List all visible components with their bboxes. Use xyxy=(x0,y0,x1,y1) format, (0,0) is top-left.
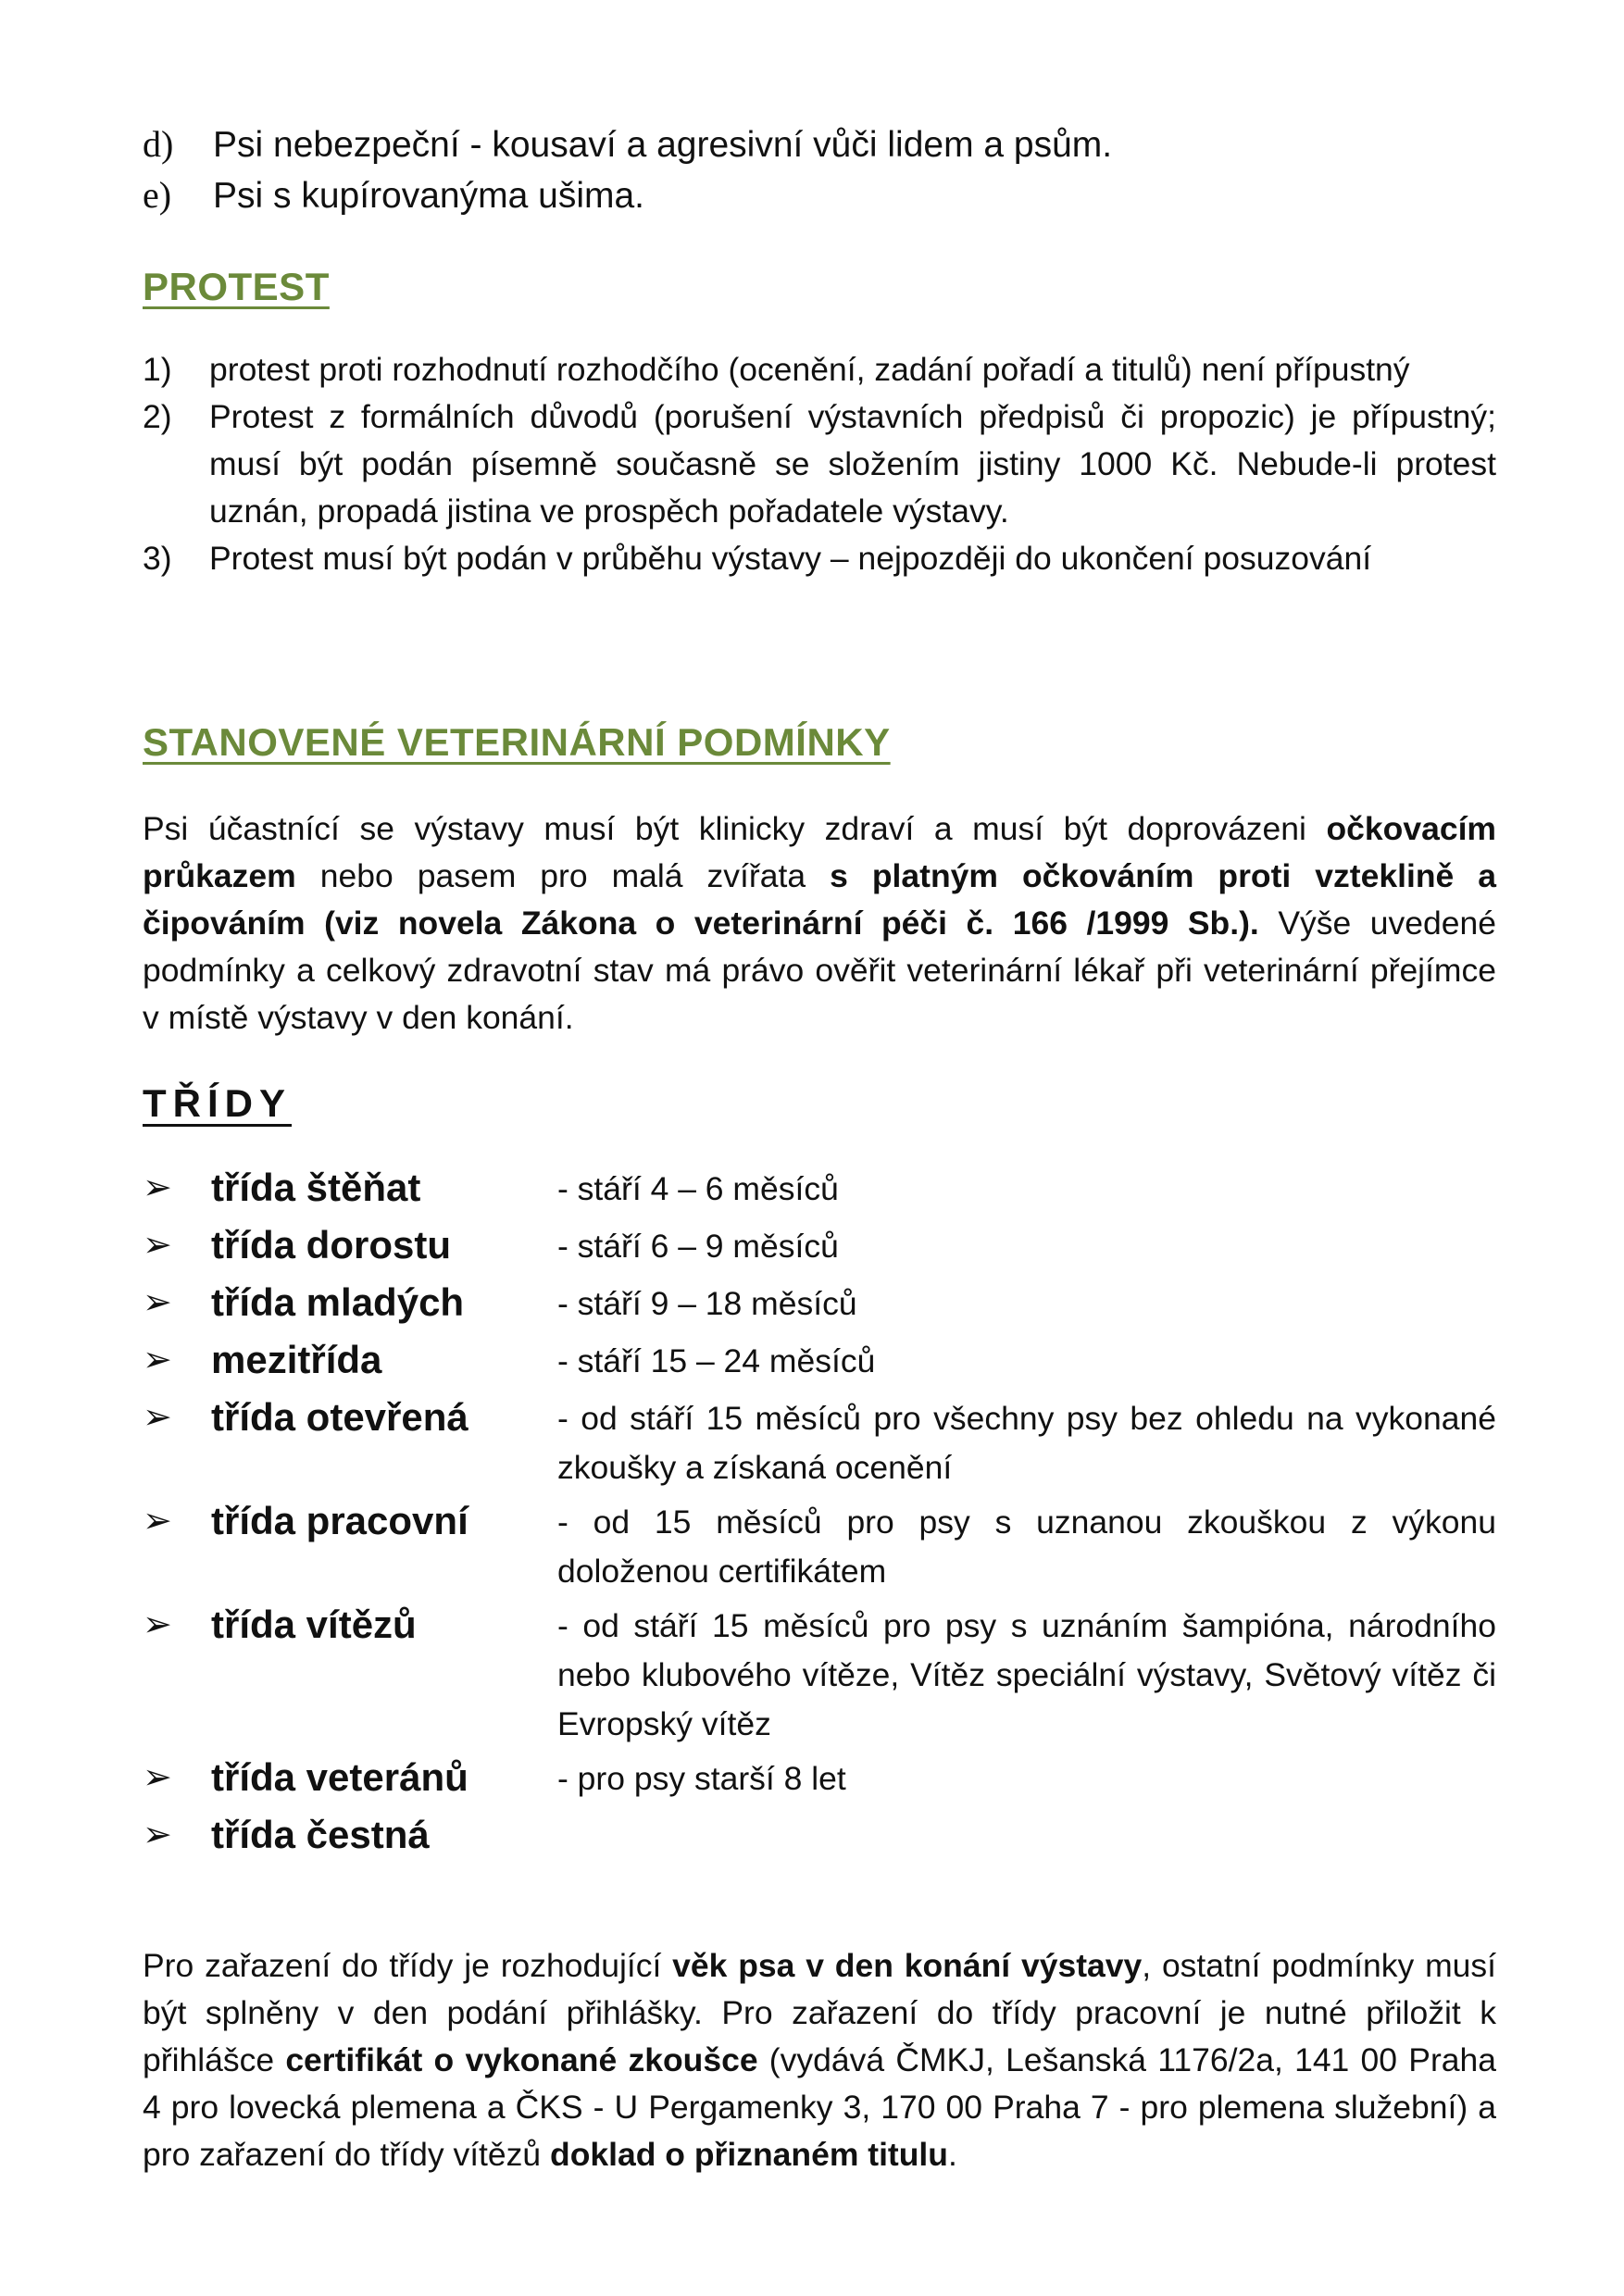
exclusion-list xyxy=(143,122,1494,224)
class-name: třída štěňat xyxy=(211,1166,421,1209)
classes-list xyxy=(143,1159,1496,1864)
list-item xyxy=(143,346,1496,393)
list-text: Protest musí být podán v průběhu výstavy – nejpozději do ukončení posuzování xyxy=(209,540,1372,577)
bold-run: certifikát o vykonané zkoušce xyxy=(285,2041,758,2078)
class-description: - stáří 15 – 24 měsíců xyxy=(557,1342,876,1379)
list-text: Psi nebezpeční - kousaví a agresivní vůči lidem a psům. xyxy=(213,125,1113,165)
class-assignment-paragraph xyxy=(143,1942,1496,2178)
bold-run: s platným očkováním proti vzteklině a čipováním (viz novela Zákona o veterinární péči č. 166 /1999 Sb.). xyxy=(143,857,1496,942)
list-marker: e) xyxy=(143,174,172,216)
arrow-bullet-icon: ➢ xyxy=(143,1341,172,1379)
arrow-bullet-icon: ➢ xyxy=(143,1398,172,1437)
arrow-bullet-icon: ➢ xyxy=(143,1758,172,1797)
arrow-bullet-icon: ➢ xyxy=(143,1168,172,1207)
class-name: třída otevřená xyxy=(211,1395,468,1439)
text-run: Psi účastnící se výstavy musí být klinicky zdraví a musí být doprovázeni xyxy=(143,810,1327,847)
list-item xyxy=(143,535,1496,582)
text-run: (vydává ČMKJ, Lešanská 1176/2a, 141 00 Praha 4 pro lovecká plemena a ČKS - U Pergamenky 3, 170 00 Praha 7 - pro plemena služební) a pro zařazení do třídy vítězů xyxy=(143,2041,1496,2173)
class-description: - stáří 4 – 6 měsíců xyxy=(557,1170,839,1207)
arrow-bullet-icon: ➢ xyxy=(143,1605,172,1644)
text-run: nebo pasem pro malá zvířata xyxy=(295,857,831,894)
text-run: , ostatní podmínky musí být splněny v den podání přihlášky. Pro zařazení do třídy pracovní je nutné přiložit k přihlášce xyxy=(143,1947,1496,2078)
list-item xyxy=(143,393,1496,535)
arrow-bullet-icon: ➢ xyxy=(143,1502,172,1541)
text-run: . xyxy=(947,2136,957,2173)
list-text: protest proti rozhodnutí rozhodčího (ocenění, zadání pořadí a titulů) není přípustný xyxy=(209,351,1410,388)
protest-heading: PROTEST xyxy=(143,265,330,308)
class-description: - stáří 9 – 18 měsíců xyxy=(557,1285,857,1322)
class-description: - stáří 6 – 9 měsíců xyxy=(557,1228,839,1265)
arrow-bullet-icon: ➢ xyxy=(143,1283,172,1322)
vet-conditions-heading: STANOVENÉ VETERINÁRNÍ PODMÍNKY xyxy=(143,720,891,764)
class-row xyxy=(143,1159,1496,1217)
bold-run: doklad o přiznaném titulu xyxy=(550,2136,948,2173)
class-description: - od stáří 15 měsíců pro všechny psy bez ohledu na vykonané zkoušky a získaná ocenění xyxy=(557,1400,1496,1486)
text-run: Pro zařazení do třídy je rozhodující xyxy=(143,1947,673,1984)
class-row xyxy=(143,1389,1496,1492)
class-row xyxy=(143,1274,1496,1331)
class-description: - pro psy starší 8 let xyxy=(557,1760,846,1797)
classes-heading: TŘÍDY xyxy=(143,1081,292,1125)
class-name: třída pracovní xyxy=(211,1499,468,1542)
bold-run: věk psa v den konání výstavy xyxy=(672,1947,1143,1984)
protest-list xyxy=(143,346,1496,582)
list-number: 2) xyxy=(143,398,172,435)
list-item xyxy=(143,173,1494,224)
list-number: 3) xyxy=(143,540,172,577)
class-name: třída dorostu xyxy=(211,1223,451,1267)
class-name: mezitřída xyxy=(211,1338,382,1381)
class-description xyxy=(557,1806,1496,1812)
text-run: Výše uvedené podmínky a celkový zdravotní stav má právo ověřit veterinární lékař při veterinární přejímce v místě výstavy v den konání. xyxy=(143,905,1497,1036)
arrow-bullet-icon: ➢ xyxy=(143,1226,172,1265)
class-row xyxy=(143,1217,1496,1274)
class-row xyxy=(143,1596,1496,1749)
list-marker: d) xyxy=(143,123,174,165)
class-row xyxy=(143,1749,1496,1806)
class-row xyxy=(143,1806,1496,1864)
class-name: třída veteránů xyxy=(211,1755,468,1799)
class-description: - od stáří 15 měsíců pro psy s uznáním šampióna, národního nebo klubového vítěze, Vítěz speciální výstavy, Světový vítěz či Evropský vítěz xyxy=(557,1607,1496,1742)
arrow-bullet-icon: ➢ xyxy=(143,1816,172,1854)
list-text: Protest z formálních důvodů (porušení výstavních předpisů či propozic) je přípustný; musí být podán písemně současně se složením jistiny 1000 Kč. Nebude-li protest uznán, propadá jistina ve prospěch pořadatele výstavy. xyxy=(209,398,1496,530)
class-name: třída vítězů xyxy=(211,1603,417,1646)
class-description: - od 15 měsíců pro psy s uznanou zkouškou z výkonu doloženou certifikátem xyxy=(557,1504,1496,1590)
class-name: třída čestná xyxy=(211,1813,430,1856)
vet-conditions-paragraph xyxy=(143,805,1496,1042)
list-text: Psi s kupírovanýma ušima. xyxy=(213,176,645,216)
class-row xyxy=(143,1331,1496,1389)
list-number: 1) xyxy=(143,351,172,388)
list-item xyxy=(143,122,1494,173)
class-row xyxy=(143,1492,1496,1596)
class-name: třída mladých xyxy=(211,1280,465,1324)
bold-run: očkovacím průkazem xyxy=(143,810,1496,894)
